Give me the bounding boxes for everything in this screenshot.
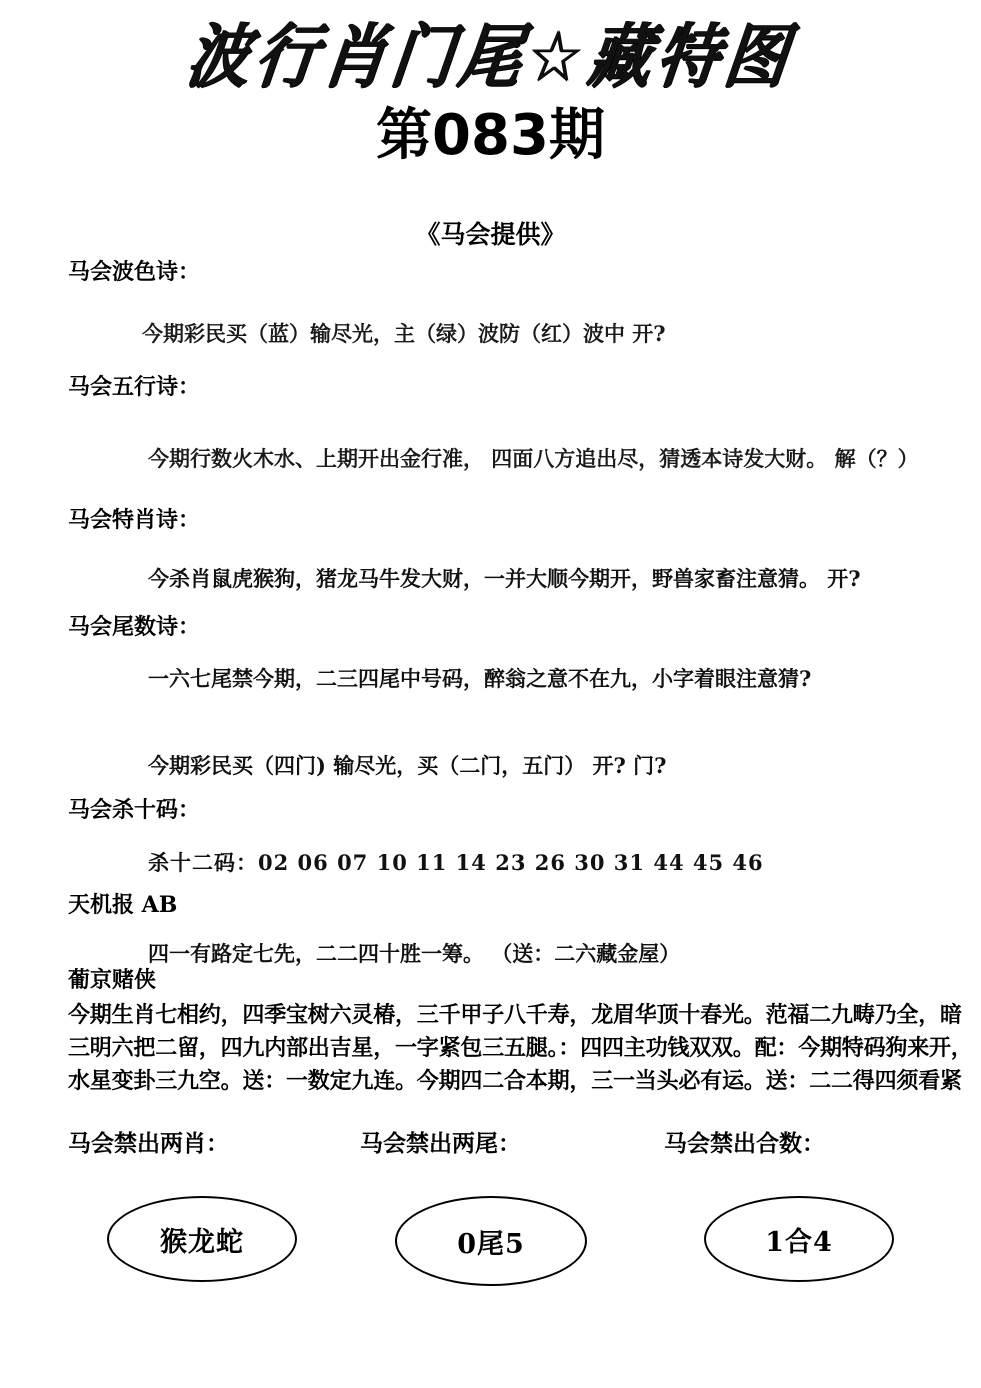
section-verse-texiao: 今杀肖鼠虎猴狗，猪龙马牛发大财，一并大顺今期开，野兽家畜注意猜。 开? — [148, 566, 861, 591]
issue-number: 第083期 — [376, 103, 605, 168]
section-label-shashima: 马会杀十码： — [68, 797, 201, 823]
oval-wrap-sum — [640, 1196, 940, 1316]
pujing-line-3: 水星变卦三九空。送：一数定九连。今期四二合本期，三一当头必有运。送：二二得四须看紧 — [68, 1068, 962, 1094]
forbidden-cell-sum — [640, 1125, 940, 1316]
oval-wrap-tail — [338, 1196, 638, 1316]
banner-title: 波行肖门尾☆藏特图 — [182, 15, 799, 98]
forbidden-value-sum: 1合4 — [765, 1226, 833, 1258]
section-verse-bose: 今期彩民买（蓝）输尽光，主（绿）波防（红）波中 开? — [142, 321, 666, 346]
forbidden-value-zodiac: 猴龙蛇 — [160, 1226, 244, 1258]
section-label-texiao: 马会特肖诗： — [68, 507, 201, 533]
section-verse-wuxing: 今期行数火木水、上期开出金行准， 四面八方追出尽，猜透本诗发大财。 解（？） — [148, 446, 919, 471]
pujing-line-1: 今期生肖七相约，四季宝树六灵椿，三千甲子八千寿，龙眉华顶十春光。范福二九畴乃全，暗 — [68, 1002, 962, 1028]
forbidden-row — [0, 1125, 981, 1325]
pujing-line-2: 三明六把二留，四九内部出吉星，一字紧包三五腿。：四四主功钱双双。配：今期特码狗来开， — [68, 1035, 973, 1061]
section-label-bose: 马会波色诗： — [68, 259, 201, 285]
forbidden-value-tail: 0尾5 — [457, 1228, 525, 1260]
forbidden-cell-zodiac — [40, 1125, 340, 1316]
forbidden-caption-zodiac: 马会禁出两肖： — [68, 1130, 229, 1157]
section-label-weishu: 马会尾数诗： — [68, 614, 201, 640]
pujing-title: 葡京赌侠 — [68, 967, 157, 993]
forbidden-cell-tail — [338, 1125, 638, 1316]
section-label-wuxing: 马会五行诗： — [68, 374, 201, 400]
forbidden-oval-sum — [704, 1196, 894, 1282]
provider-label: 《马会提供》 — [415, 220, 566, 249]
extra-verse: 今期彩民买（四门) 输尽光，买（二门，五门） 开? 门? — [148, 753, 667, 778]
forbidden-caption-sum: 马会禁出合数： — [664, 1130, 825, 1157]
kill-code-numbers: 杀十二码：02 06 07 10 11 14 23 26 30 31 44 45 46 — [148, 850, 764, 875]
forbidden-oval-zodiac — [107, 1196, 297, 1282]
oval-wrap-zodiac — [40, 1196, 340, 1316]
section-verse-weishu: 一六七尾禁今期，二三四尾中号码，醉翁之意不在九，小字着眼注意猜? — [148, 666, 812, 691]
forbidden-oval-tail — [395, 1196, 587, 1286]
tianjibao-verse: 四一有路定七先，二二四十胜一筹。 （送：二六藏金屋） — [148, 941, 681, 966]
section-label-tianjibao: 天机报 AB — [68, 892, 178, 918]
forbidden-caption-tail: 马会禁出两尾： — [360, 1130, 521, 1157]
